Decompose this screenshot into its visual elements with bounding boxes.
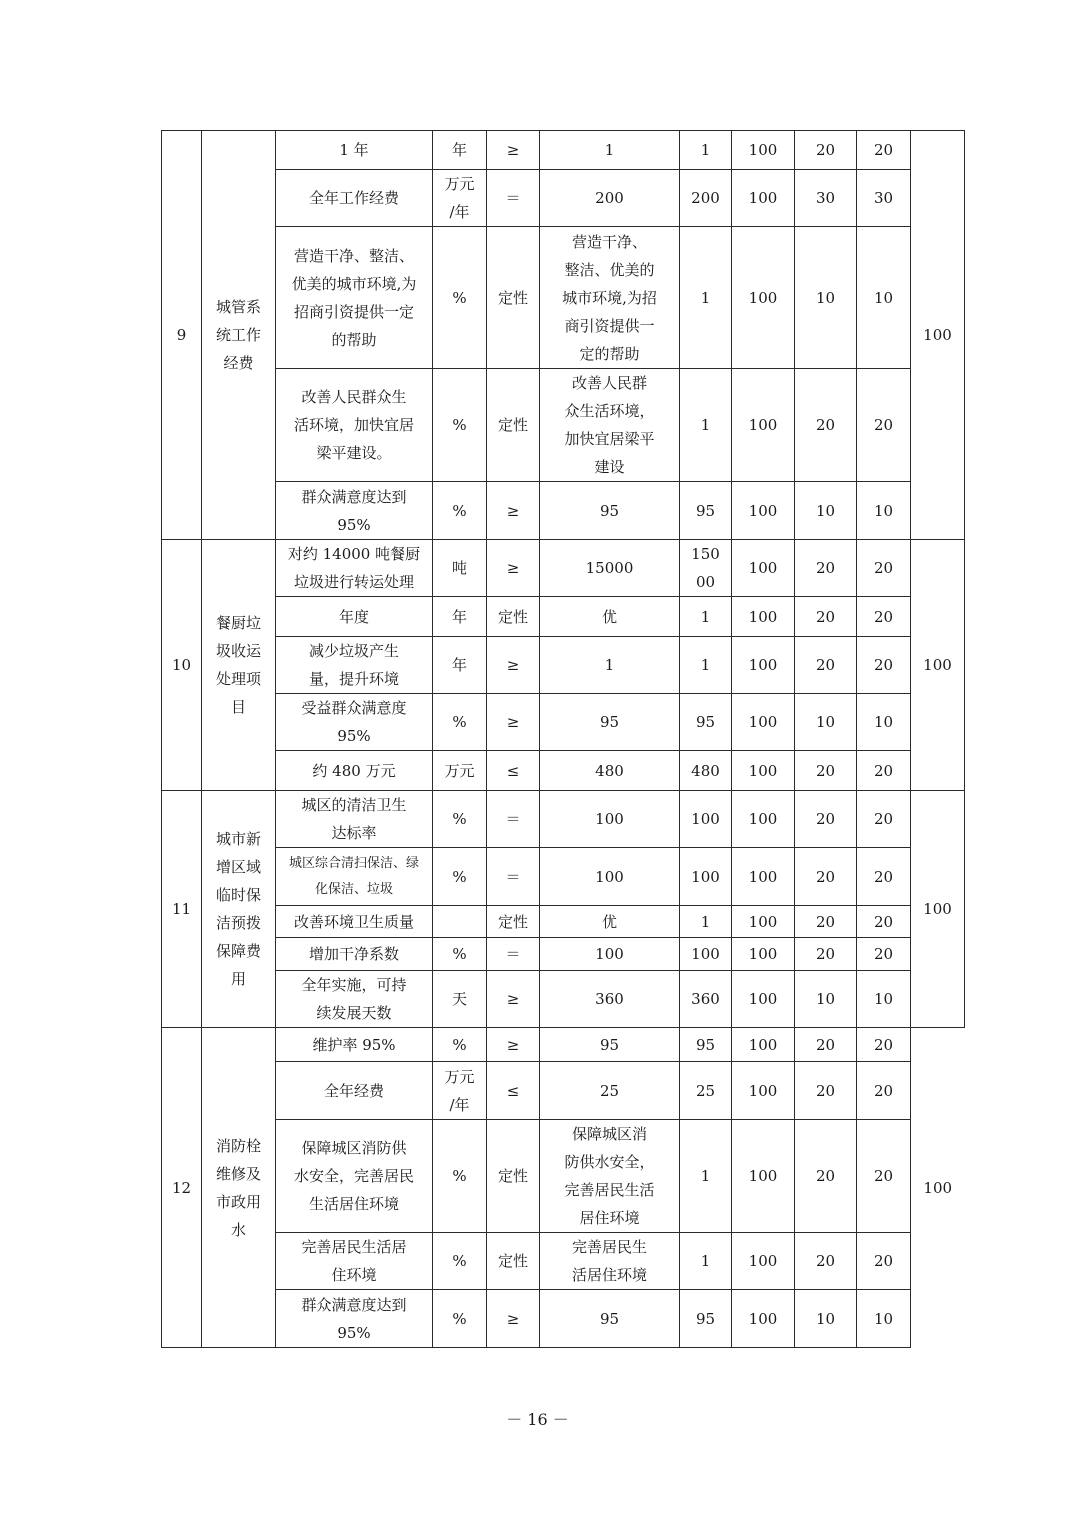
score-cell: 20 — [857, 1120, 911, 1233]
unit-cell: % — [433, 694, 487, 751]
target-value-cell: 480 — [540, 751, 680, 791]
total-score-cell: 100 — [911, 131, 965, 540]
indicator-cell: 约 480 万元 — [276, 751, 433, 791]
actual-value-cell: 200 — [680, 170, 732, 227]
actual-value-cell: 480 — [680, 751, 732, 791]
unit-cell: 年 — [433, 637, 487, 694]
actual-value-cell: 1 — [680, 1120, 732, 1233]
operator-cell: ＝ — [487, 791, 540, 848]
score-cell: 20 — [857, 751, 911, 791]
item-number-cell: 10 — [162, 540, 202, 791]
unit-cell: 年 — [433, 131, 487, 170]
score-cell: 20 — [857, 938, 911, 971]
completion-rate-cell: 100 — [732, 848, 795, 906]
target-value-cell: 1 — [540, 131, 680, 170]
weight-cell: 10 — [795, 1290, 857, 1348]
target-value-cell: 优 — [540, 906, 680, 938]
operator-cell: ＝ — [487, 938, 540, 971]
indicator-cell: 全年实施，可持 续发展天数 — [276, 971, 433, 1028]
completion-rate-cell: 100 — [732, 1290, 795, 1348]
actual-value-cell: 1 — [680, 369, 732, 482]
completion-rate-cell: 100 — [732, 1233, 795, 1290]
target-value-cell: 100 — [540, 848, 680, 906]
total-score-cell: 100 — [911, 791, 965, 1028]
indicator-cell: 保障城区消防供 水安全，完善居民 生活居住环境 — [276, 1120, 433, 1233]
table-row — [162, 540, 965, 597]
weight-cell: 10 — [795, 227, 857, 369]
item-number-cell: 9 — [162, 131, 202, 540]
weight-cell: 20 — [795, 791, 857, 848]
table-row — [162, 227, 965, 369]
unit-cell: % — [433, 369, 487, 482]
weight-cell: 20 — [795, 597, 857, 637]
item-number-cell: 12 — [162, 1028, 202, 1348]
unit-cell: % — [433, 227, 487, 369]
unit-cell: % — [433, 938, 487, 971]
project-name-cell: 消防栓 维修及 市政用 水 — [202, 1028, 276, 1348]
actual-value-cell: 1 — [680, 227, 732, 369]
completion-rate-cell: 100 — [732, 637, 795, 694]
indicator-cell: 城区的清洁卫生 达标率 — [276, 791, 433, 848]
score-cell: 20 — [857, 540, 911, 597]
score-cell: 20 — [857, 131, 911, 170]
weight-cell: 20 — [795, 131, 857, 170]
score-cell: 10 — [857, 1290, 911, 1348]
target-value-cell: 营造干净、 整洁、优美的 城市环境,为招 商引资提供一 定的帮助 — [540, 227, 680, 369]
target-value-cell: 95 — [540, 1290, 680, 1348]
score-cell: 20 — [857, 791, 911, 848]
indicator-cell: 改善环境卫生质量 — [276, 906, 433, 938]
indicator-cell: 城区综合清扫保洁、绿 化保洁、垃圾 — [276, 848, 433, 906]
target-value-cell: 改善人民群 众生活环境， 加快宜居梁平 建设 — [540, 369, 680, 482]
operator-cell: 定性 — [487, 1120, 540, 1233]
score-cell: 10 — [857, 227, 911, 369]
completion-rate-cell: 100 — [732, 227, 795, 369]
actual-value-cell: 25 — [680, 1062, 732, 1120]
weight-cell: 10 — [795, 482, 857, 540]
score-cell: 20 — [857, 637, 911, 694]
indicator-cell: 群众满意度达到 95% — [276, 482, 433, 540]
weight-cell: 20 — [795, 369, 857, 482]
weight-cell: 30 — [795, 170, 857, 227]
target-value-cell: 优 — [540, 597, 680, 637]
table-row — [162, 694, 965, 751]
target-value-cell: 95 — [540, 482, 680, 540]
actual-value-cell: 360 — [680, 971, 732, 1028]
item-number-cell: 11 — [162, 791, 202, 1028]
weight-cell: 10 — [795, 694, 857, 751]
actual-value-cell: 1 — [680, 637, 732, 694]
indicator-cell: 1 年 — [276, 131, 433, 170]
operator-cell: ≥ — [487, 482, 540, 540]
table-row — [162, 1290, 965, 1348]
operator-cell: ≤ — [487, 1062, 540, 1120]
actual-value-cell: 95 — [680, 1028, 732, 1062]
score-cell: 20 — [857, 1062, 911, 1120]
table-row — [162, 938, 965, 971]
operator-cell: 定性 — [487, 906, 540, 938]
unit-cell: % — [433, 791, 487, 848]
weight-cell: 10 — [795, 971, 857, 1028]
operator-cell: ≥ — [487, 971, 540, 1028]
operator-cell: ≥ — [487, 1028, 540, 1062]
completion-rate-cell: 100 — [732, 791, 795, 848]
unit-cell: % — [433, 482, 487, 540]
indicator-cell: 维护率 95% — [276, 1028, 433, 1062]
total-score-cell: 100 — [911, 540, 965, 791]
completion-rate-cell: 100 — [732, 170, 795, 227]
table-row — [162, 971, 965, 1028]
indicator-cell: 对约 14000 吨餐厨 垃圾进行转运处理 — [276, 540, 433, 597]
target-value-cell: 200 — [540, 170, 680, 227]
score-cell: 20 — [857, 906, 911, 938]
operator-cell: ≥ — [487, 1290, 540, 1348]
indicator-cell: 增加干净系数 — [276, 938, 433, 971]
score-cell: 10 — [857, 694, 911, 751]
score-cell: 10 — [857, 971, 911, 1028]
table-row — [162, 906, 965, 938]
table-row — [162, 1233, 965, 1290]
target-value-cell: 保障城区消 防供水安全， 完善居民生活 居住环境 — [540, 1120, 680, 1233]
unit-cell: % — [433, 1028, 487, 1062]
table-row — [162, 369, 965, 482]
weight-cell: 20 — [795, 1120, 857, 1233]
operator-cell: 定性 — [487, 597, 540, 637]
project-name-cell: 城市新 增区域 临时保 洁预拨 保障费 用 — [202, 791, 276, 1028]
score-cell: 20 — [857, 369, 911, 482]
indicator-cell: 群众满意度达到 95% — [276, 1290, 433, 1348]
completion-rate-cell: 100 — [732, 1028, 795, 1062]
score-cell: 20 — [857, 848, 911, 906]
target-value-cell: 25 — [540, 1062, 680, 1120]
completion-rate-cell: 100 — [732, 694, 795, 751]
table-row — [162, 1062, 965, 1120]
target-value-cell: 95 — [540, 694, 680, 751]
unit-cell: % — [433, 1233, 487, 1290]
unit-cell: % — [433, 848, 487, 906]
score-cell: 20 — [857, 1028, 911, 1062]
target-value-cell: 100 — [540, 938, 680, 971]
table-row — [162, 791, 965, 848]
indicator-cell: 全年经费 — [276, 1062, 433, 1120]
total-score-cell: 100 — [911, 1028, 965, 1348]
operator-cell: ≥ — [487, 694, 540, 751]
indicator-cell: 完善居民生活居 住环境 — [276, 1233, 433, 1290]
target-value-cell: 95 — [540, 1028, 680, 1062]
unit-cell: 万元 — [433, 751, 487, 791]
target-value-cell: 完善居民生 活居住环境 — [540, 1233, 680, 1290]
operator-cell: ≤ — [487, 751, 540, 791]
completion-rate-cell: 100 — [732, 1062, 795, 1120]
operator-cell: ≥ — [487, 131, 540, 170]
indicator-cell: 营造干净、整洁、 优美的城市环境,为 招商引资提供一定 的帮助 — [276, 227, 433, 369]
unit-cell: 万元 /年 — [433, 170, 487, 227]
performance-indicator-table — [161, 130, 965, 1348]
operator-cell: ＝ — [487, 848, 540, 906]
table-row — [162, 848, 965, 906]
actual-value-cell: 100 — [680, 848, 732, 906]
table-row — [162, 1028, 965, 1062]
indicator-cell: 改善人民群众生 活环境，加快宜居 梁平建设。 — [276, 369, 433, 482]
actual-value-cell: 1 — [680, 131, 732, 170]
table-row — [162, 482, 965, 540]
unit-cell: 万元 /年 — [433, 1062, 487, 1120]
actual-value-cell: 95 — [680, 1290, 732, 1348]
score-cell: 30 — [857, 170, 911, 227]
table-row — [162, 170, 965, 227]
table-row — [162, 751, 965, 791]
unit-cell: 年 — [433, 597, 487, 637]
unit-cell: 天 — [433, 971, 487, 1028]
operator-cell: 定性 — [487, 227, 540, 369]
weight-cell: 20 — [795, 1233, 857, 1290]
actual-value-cell: 100 — [680, 791, 732, 848]
completion-rate-cell: 100 — [732, 131, 795, 170]
completion-rate-cell: 100 — [732, 1120, 795, 1233]
target-value-cell: 15000 — [540, 540, 680, 597]
indicator-cell: 受益群众满意度 95% — [276, 694, 433, 751]
weight-cell: 20 — [795, 751, 857, 791]
unit-cell: 吨 — [433, 540, 487, 597]
project-name-cell: 城管系 统工作 经费 — [202, 131, 276, 540]
indicator-cell: 全年工作经费 — [276, 170, 433, 227]
unit-cell: % — [433, 1120, 487, 1233]
indicator-cell: 减少垃圾产生 量，提升环境 — [276, 637, 433, 694]
completion-rate-cell: 100 — [732, 938, 795, 971]
weight-cell: 20 — [795, 848, 857, 906]
weight-cell: 20 — [795, 906, 857, 938]
completion-rate-cell: 100 — [732, 482, 795, 540]
actual-value-cell: 1 — [680, 906, 732, 938]
actual-value-cell: 95 — [680, 694, 732, 751]
weight-cell: 20 — [795, 1062, 857, 1120]
actual-value-cell: 1 — [680, 1233, 732, 1290]
completion-rate-cell: 100 — [732, 597, 795, 637]
actual-value-cell: 1 — [680, 597, 732, 637]
score-cell: 10 — [857, 482, 911, 540]
completion-rate-cell: 100 — [732, 906, 795, 938]
indicator-cell: 年度 — [276, 597, 433, 637]
target-value-cell: 100 — [540, 791, 680, 848]
weight-cell: 20 — [795, 1028, 857, 1062]
weight-cell: 20 — [795, 540, 857, 597]
table-row — [162, 1120, 965, 1233]
completion-rate-cell: 100 — [732, 369, 795, 482]
actual-value-cell: 100 — [680, 938, 732, 971]
target-value-cell: 1 — [540, 637, 680, 694]
completion-rate-cell: 100 — [732, 751, 795, 791]
unit-cell: % — [433, 1290, 487, 1348]
score-cell: 20 — [857, 597, 911, 637]
actual-value-cell: 95 — [680, 482, 732, 540]
table-row — [162, 637, 965, 694]
completion-rate-cell: 100 — [732, 540, 795, 597]
project-name-cell: 餐厨垃 圾收运 处理项 目 — [202, 540, 276, 791]
actual-value-cell: 150 00 — [680, 540, 732, 597]
operator-cell: 定性 — [487, 1233, 540, 1290]
score-cell: 20 — [857, 1233, 911, 1290]
operator-cell: ≥ — [487, 637, 540, 694]
table-row — [162, 597, 965, 637]
weight-cell: 20 — [795, 637, 857, 694]
table-row — [162, 131, 965, 170]
operator-cell: ≥ — [487, 540, 540, 597]
page-number: － 16 － — [506, 1410, 569, 1429]
completion-rate-cell: 100 — [732, 971, 795, 1028]
target-value-cell: 360 — [540, 971, 680, 1028]
operator-cell: 定性 — [487, 369, 540, 482]
operator-cell: ＝ — [487, 170, 540, 227]
weight-cell: 20 — [795, 938, 857, 971]
unit-cell — [433, 906, 487, 938]
